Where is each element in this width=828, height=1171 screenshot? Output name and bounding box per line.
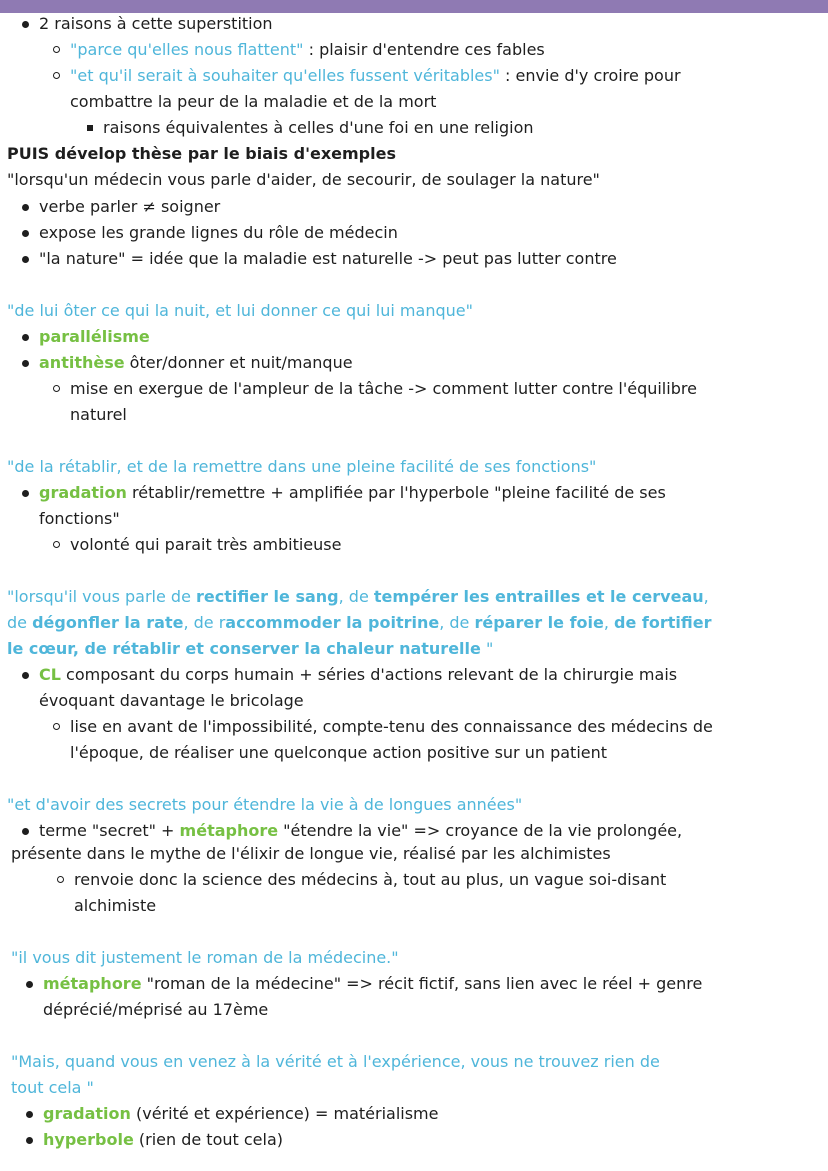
- bullet-alchimiste-cont: alchimiste: [74, 896, 157, 915]
- bullet-veritables: "et qu'il serait à souhaiter qu'elles fussent véritables" : envie d'y croire pour: [70, 66, 681, 85]
- bullet-cl: CL composant du corps humain + séries d'actions relevant de la chirurgie mais: [39, 665, 678, 684]
- bullet-parallelisme: parallélisme: [39, 327, 150, 346]
- bullet-impossibilite-cont: l'époque, de réaliser une quelconque action positive sur un patient: [70, 743, 608, 762]
- quote-roman: "il vous dit justement le roman de la médecine.": [11, 948, 399, 967]
- bullet-gradation-2: gradation (vérité et expérience) = matérialisme: [43, 1104, 439, 1123]
- bullet-alchimiste: renvoie donc la science des médecins à, tout au plus, un vague soi-disant: [74, 870, 667, 889]
- quote-rectifier-l3: le cœur, de rétablir et conserver la chaleur naturelle ": [7, 639, 494, 658]
- quote-secrets: "et d'avoir des secrets pour étendre la vie à de longues années": [7, 795, 523, 814]
- bullet-grandes-lignes: expose les grande lignes du rôle de médecin: [39, 223, 398, 242]
- bullet-ambitieuse: volonté qui parait très ambitieuse: [70, 535, 342, 554]
- bullet-cl-cont: évoquant davantage le bricolage: [39, 691, 304, 710]
- bullet-antithese: antithèse ôter/donner et nuit/manque: [39, 353, 353, 372]
- quote-verite-l2: tout cela ": [11, 1078, 94, 1097]
- bullet-religion: raisons équivalentes à celles d'une foi en une religion: [103, 118, 534, 137]
- quote-rectifier-l1: "lorsqu'il vous parle de rectifier le sang, de tempérer les entrailles et le cerveau,: [7, 587, 709, 606]
- bullet-parler: verbe parler ≠ soigner: [39, 197, 221, 216]
- bullet-metaphore-roman: métaphore "roman de la médecine" => récit fictif, sans lien avec le réel + genre: [43, 974, 703, 993]
- top-color-bar: [0, 0, 828, 13]
- quote-oter: "de lui ôter ce qui la nuit, et lui donner ce qui lui manque": [7, 301, 473, 320]
- bullet-superstition: 2 raisons à cette superstition: [39, 14, 273, 33]
- bullet-secret-cont: présente dans le mythe de l'élixir de longue vie, réalisé par les alchimistes: [11, 844, 611, 863]
- bullet-exergue-cont: naturel: [70, 405, 127, 424]
- bullet-flattent: "parce qu'elles nous flattent" : plaisir d'entendre ces fables: [70, 40, 545, 59]
- bullet-veritables-cont: combattre la peur de la maladie et de la mort: [70, 92, 437, 111]
- quote-aider: "lorsqu'un médecin vous parle d'aider, de secourir, de soulager la nature": [7, 170, 600, 189]
- bullet-hyperbole: hyperbole (rien de tout cela): [43, 1130, 283, 1149]
- heading-these: PUIS dévelop thèse par le biais d'exemples: [7, 144, 396, 163]
- bullet-gradation-1-cont: fonctions": [39, 509, 120, 528]
- bullet-secret: terme "secret" + métaphore "étendre la vie" => croyance de la vie prolongée,: [39, 821, 683, 840]
- quote-retablir: "de la rétablir, et de la remettre dans une pleine facilité de ses fonctions": [7, 457, 597, 476]
- bullet-impossibilite: lise en avant de l'impossibilité, compte-tenu des connaissance des médecins de: [70, 717, 713, 736]
- quote-rectifier-l2: de dégonfler la rate, de raccommoder la poitrine, de réparer le foie, de fortifier: [7, 613, 712, 632]
- bullet-nature: "la nature" = idée que la maladie est naturelle -> peut pas lutter contre: [39, 249, 617, 268]
- bullet-gradation-1: gradation rétablir/remettre + amplifiée par l'hyperbole "pleine facilité de ses: [39, 483, 666, 502]
- bullet-exergue: mise en exergue de l'ampleur de la tâche -> comment lutter contre l'équilibre: [70, 379, 697, 398]
- quote-verite-l1: "Mais, quand vous en venez à la vérité et à l'expérience, vous ne trouvez rien de: [11, 1052, 660, 1071]
- bullet-metaphore-roman-cont: déprécié/méprisé au 17ème: [43, 1000, 269, 1019]
